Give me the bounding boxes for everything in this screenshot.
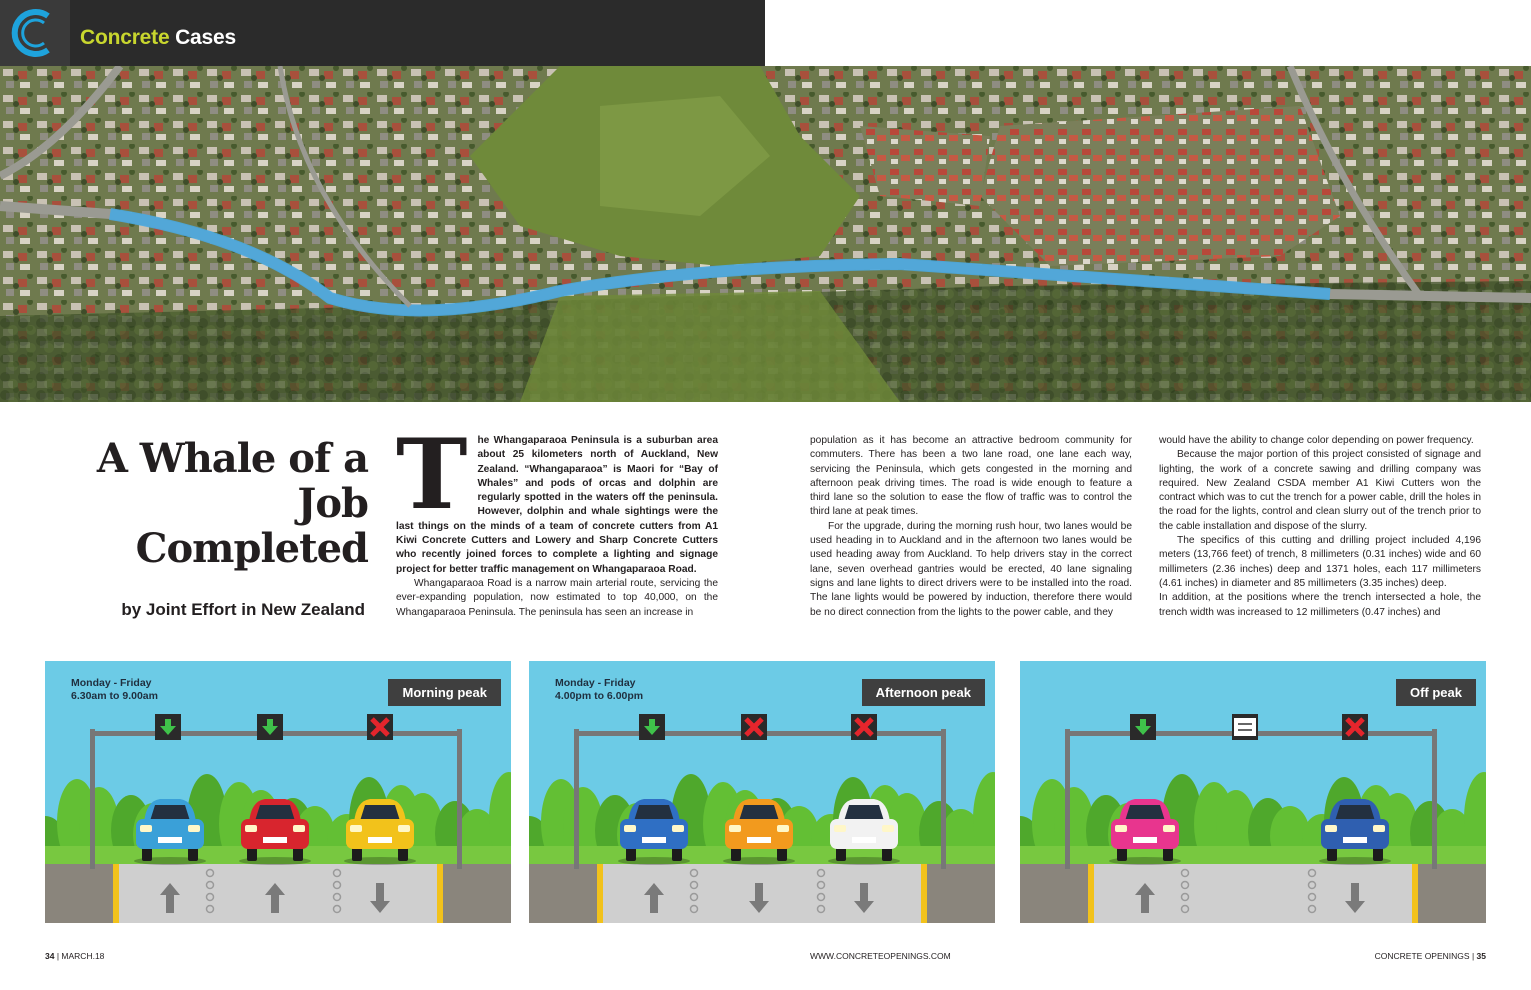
panel-time-days: Monday - Friday: [71, 677, 152, 689]
edge-line-left: [1088, 864, 1094, 923]
article-lead-paragraph: he Whangaparaoa Peninsula is a suburban area about 25 kilometers north of Auckland, New Zealand. “Whangaparaoa” is Maori for “Bay of Whales” and pods of orcas and dolphin are regularly spotted in the waters off the peninsula. However, dolphin and whale sightings were the last things on the minds of a team of concrete cutters from A1 Kiwi Concrete Cutters and Lowery and Sharp Concrete Cutters who recently joined forces to complete a lighting and signage project for better traffic management on Whangaparaoa Road.: [396, 435, 718, 575]
panel-time: [71, 677, 158, 703]
panel-time-hours: 4.00pm to 6.00pm: [555, 690, 644, 702]
red-x-icon: [741, 714, 767, 740]
road-shoulder-right: [927, 864, 995, 923]
page-number-left: 34: [45, 951, 55, 961]
footer-right: [1375, 951, 1486, 961]
gantry-post-right: [457, 729, 462, 869]
article-headline: A Whale of a Job Completed: [96, 435, 368, 572]
panel-label: Off peak: [1396, 679, 1476, 706]
grass: [1020, 846, 1486, 866]
road-shoulder-right: [1418, 864, 1486, 923]
article-paragraph: Because the major portion of this project consisted of signage and lighting, the work of a concrete sawing and drilling company was required. New Zealand CSDA member A1 Kiwi Cutters won the contract which was to cut the trench for a power cable, drill the holes in the road for the lights, control and clean slurry out of the trench prior to the cable installation and dispose of the slurry.: [1159, 449, 1481, 532]
article-paragraph: Whangaparaoa Road is a narrow main arterial route, servicing the ever-expanding population, now estimated to top 40,000, on the Whangaparaoa Peninsula. The peninsula has seen an increase in: [396, 577, 718, 618]
article-column-2: [810, 434, 1132, 620]
section-title: [80, 26, 236, 50]
edge-line-left: [597, 864, 603, 923]
article-paragraph: For the upgrade, during the morning rush hour, two lanes would be used heading in to Auckland and in the afternoon two lanes would be used heading away from Auckland. To help drivers stay in the correct lane, seven overhead gantries would be erected, 40 lane signaling signs and lane lights to direct drivers were to be installed into the road. The lane lights would be powered by induction, therefore there would be no direct connection from the lights to the power cable, and they: [810, 520, 1132, 618]
gantry-post-left: [574, 729, 579, 869]
green-arrow-icon: [257, 714, 283, 740]
footer-separator: |: [56, 951, 62, 961]
drop-cap: T: [396, 418, 468, 531]
lane-diagram-afternoon: [529, 661, 995, 923]
red-x-icon: [367, 714, 393, 740]
article-paragraph: The specifics of this cutting and drilling project included 4,196 meters (13,766 feet) of trench, 8 millimeters (0.31 inches) wide and 60 millimeters (2.36 inches) deep and 1371 holes, each 117 millimeters (4.61 inches) in diameter and 85 millimeters (3.35 inches) deep.: [1159, 535, 1481, 589]
lane-diagram-offpeak: [1020, 661, 1486, 923]
issue-date: MARCH.18: [61, 951, 105, 961]
road-shoulder-left: [45, 864, 113, 923]
article-column-1: [396, 418, 718, 620]
footer-url[interactable]: WWW.CONCRETEOPENINGS.COM: [810, 951, 951, 961]
gantry-post-right: [941, 729, 946, 869]
flush-median-sign-icon: [1232, 714, 1258, 740]
page-number-right: 35: [1476, 951, 1486, 961]
green-arrow-icon: [155, 714, 181, 740]
edge-line-right: [437, 864, 443, 923]
publication-name: CONCRETE OPENINGS: [1374, 951, 1470, 961]
article-column-3: [1159, 434, 1481, 620]
panel-time: [555, 677, 643, 703]
lane-diagram-morning: [45, 661, 511, 923]
gantry-post-right: [1432, 729, 1437, 869]
red-x-icon: [851, 714, 877, 740]
road-shoulder-right: [443, 864, 511, 923]
aerial-photo: [0, 66, 1531, 402]
section-title-part1: Concrete: [80, 26, 170, 49]
road-shoulder-left: [529, 864, 597, 923]
article-byline: by Joint Effort in New Zealand: [121, 600, 365, 619]
panel-label: Morning peak: [388, 679, 501, 706]
footer-left: [45, 951, 104, 961]
edge-line-right: [921, 864, 927, 923]
road-shoulder-left: [1020, 864, 1088, 923]
panel-time-days: Monday - Friday: [555, 677, 636, 689]
red-x-icon: [1342, 714, 1368, 740]
logo: [0, 0, 70, 66]
section-title-part2: Cases: [175, 26, 236, 49]
concrete-openings-logo-icon: [8, 8, 62, 58]
footer-separator: |: [1471, 951, 1477, 961]
edge-line-right: [1412, 864, 1418, 923]
section-header: [0, 0, 765, 66]
edge-line-left: [113, 864, 119, 923]
article-paragraph: population as it has become an attractive bedroom community for commuters. There has been a two lane road, one lane each way, servicing the Peninsula, which gets congested in the morning and afternoon peak driving times. The road is wide enough to feature a third lane so the solution to ease the flow of traffic was to control the third lane at peak times.: [810, 435, 1132, 518]
article-paragraph: would have the ability to change color depending on power frequency.: [1159, 435, 1474, 446]
green-arrow-icon: [639, 714, 665, 740]
article-paragraph: In addition, at the positions where the trench intersected a hole, the trench width was increased to 12 millimeters (0.47 inches) and: [1159, 592, 1481, 618]
panel-time-hours: 6.30am to 9.00am: [71, 690, 158, 702]
panel-label: Afternoon peak: [862, 679, 985, 706]
green-arrow-icon: [1130, 714, 1156, 740]
gantry-post-left: [90, 729, 95, 869]
gantry-post-left: [1065, 729, 1070, 869]
